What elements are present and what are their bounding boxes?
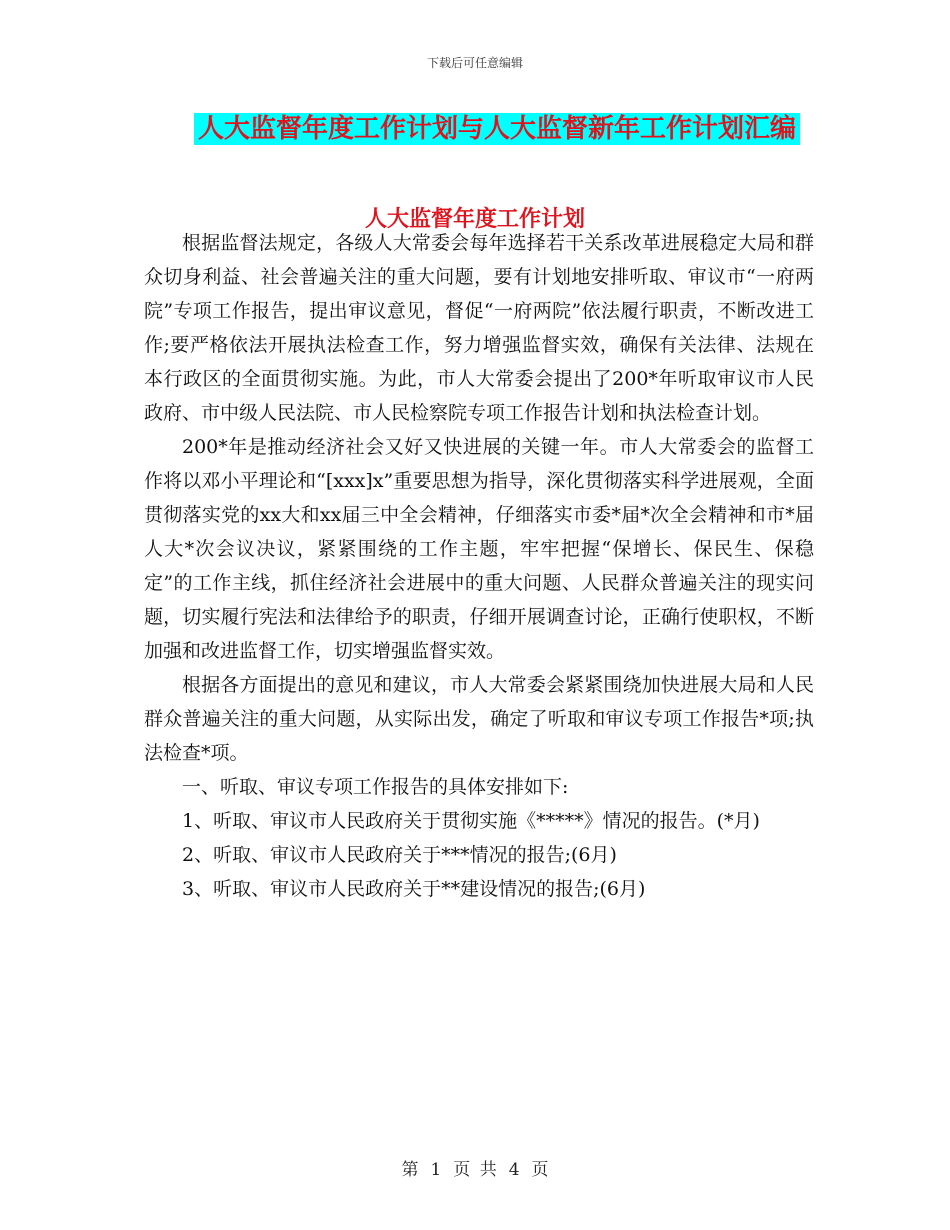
page-number: 1 [430, 1160, 442, 1180]
header-note: 下载后可任意编辑 [426, 56, 523, 70]
document-main-title: 人大监督年度工作计划与人大监督新年工作计划汇编 [194, 113, 800, 145]
paragraph-decision: 根据各方面提出的意见和建议，市人大常委会紧紧围绕加快进展大局和人民群众普遍关注的重大问题，从实际出发，确定了听取和审议专项工作报告*项;执法检查*项。 [144, 674, 814, 764]
section-heading-1: 一、听取、审议专项工作报告的具体安排如下: [182, 776, 569, 798]
document-sub-title: 人大监督年度工作计划 [364, 206, 585, 232]
list-item-2: 2、听取、审议市人民政府关于***情况的报告;(6月) [182, 844, 617, 866]
list-item-1: 1、听取、审议市人民政府关于贯彻实施《*****》情况的报告。(*月) [182, 810, 760, 832]
list-item-3: 3、听取、审议市人民政府关于**建设情况的报告;(6月) [182, 878, 646, 900]
page-total: 4 [508, 1160, 520, 1180]
footer-mid: 页 共 [453, 1160, 497, 1180]
paragraph-guidance: 200*年是推动经济社会又好又快进展的关键一年。市人大常委会的监督工作将以邓小平理论和“[xxx]x”重要思想为指导，深化贯彻落实科学进展观，全面贯彻落实党的xx大和xx届三中全会精神，仔细落实市委*届*次全会精神和市*届人大*次会议决议，紧紧围绕的工作主题，牢牢把握“保增长、保民生、保稳定”的工作主线，抓住经济社会进展中的重大问题、人民群众普遍关注的现实问题，切实履行宪法和法律给予的职责，仔细开展调查讨论，正确行使职权，不断加强和改进监督工作，切实增强监督实效。 [144, 436, 814, 662]
footer-suffix: 页 [531, 1160, 549, 1180]
document-body [144, 226, 814, 906]
footer-prefix: 第 [401, 1160, 419, 1180]
page-footer [0, 1155, 950, 1180]
paragraph-intro: 根据监督法规定，各级人大常委会每年选择若干关系改革进展稳定大局和群众切身利益、社会普遍关注的重大问题，要有计划地安排听取、审议市“一府两院”专项工作报告，提出审议意见，督促“一府两院”依法履行职责，不断改进工作;要严格依法开展执法检查工作，努力增强监督实效，确保有关法律、法规在本行政区的全面贯彻实施。为此，市人大常委会提出了200*年听取审议市人民政府、市中级人民法院、市人民检察院专项工作报告计划和执法检查计划。 [144, 232, 814, 424]
